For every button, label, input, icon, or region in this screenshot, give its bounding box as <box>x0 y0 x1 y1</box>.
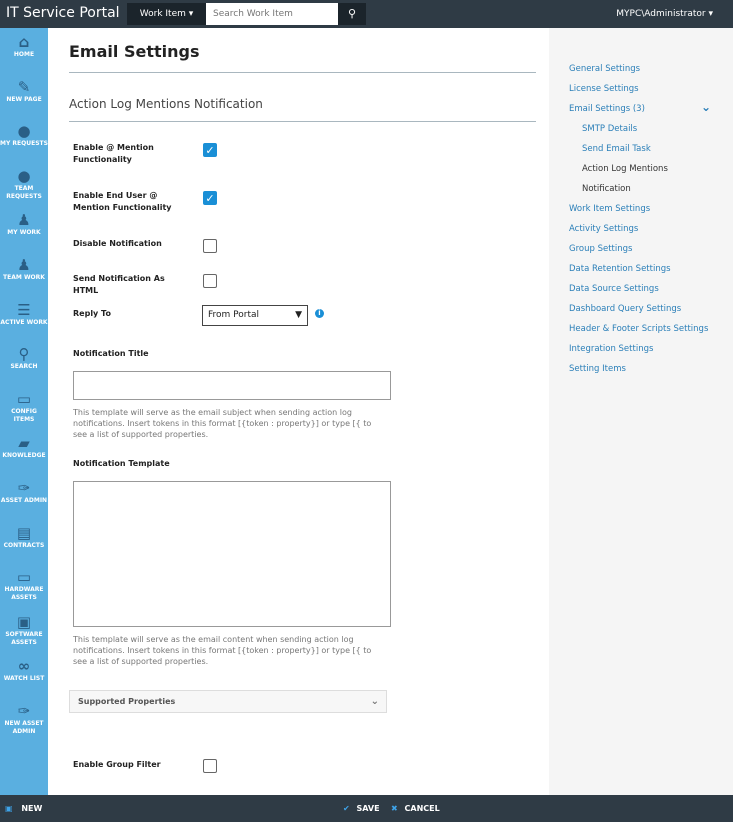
sidebar-item-new-page[interactable] <box>0 73 48 118</box>
work-item-dropdown[interactable]: Work Item ▾ <box>127 3 206 25</box>
sidebar-item-label: MY WORK <box>7 229 41 237</box>
settings-nav-item[interactable]: Setting Items <box>569 364 626 374</box>
divider <box>69 72 536 73</box>
reply-to-select[interactable] <box>202 305 308 326</box>
new-button[interactable] <box>5 804 42 813</box>
sidebar <box>0 28 48 795</box>
sidebar-item-label: HOME <box>13 51 35 58</box>
sidebar-item-contracts[interactable] <box>0 519 48 564</box>
sidebar-item-label: ACTIVE WORK <box>0 318 48 326</box>
reply-to-value: From Portal <box>208 310 260 320</box>
sidebar-item-software-assets[interactable] <box>0 608 48 653</box>
settings-nav-item[interactable]: Activity Settings <box>569 224 639 234</box>
sidebar-item-label: MY REQUESTS <box>0 140 48 148</box>
sidebar-item-my-requests[interactable] <box>0 117 48 162</box>
check-icon: ✔ <box>343 804 350 813</box>
disable-notification-label: Disable Notification <box>73 239 162 248</box>
settings-nav-item[interactable]: General Settings <box>569 64 641 74</box>
settings-nav-item[interactable]: SMTP Details <box>582 124 638 134</box>
main-content <box>48 28 549 795</box>
info-icon[interactable]: i <box>315 309 324 318</box>
settings-nav-item[interactable]: Dashboard Query Settings <box>569 304 682 314</box>
chevron-down-icon: ⌄ <box>370 696 379 707</box>
nav-icon: ● <box>17 122 31 141</box>
sidebar-item-label: KNOWLEDGE <box>2 452 46 460</box>
sidebar-item-label: CONTRACTS <box>3 541 45 549</box>
nav-icon: ▰ <box>18 434 30 453</box>
sidebar-item-watch-list[interactable] <box>0 652 48 697</box>
sidebar-item-new-asset-admin[interactable] <box>0 697 48 742</box>
nav-icon: ▣ <box>16 612 32 631</box>
sidebar-item-label: TEAM REQUESTS <box>6 184 42 200</box>
sidebar-item-label: HARDWARE ASSETS <box>4 586 44 602</box>
caret-down-icon: ▼ <box>295 310 302 320</box>
nav-icon: ✑ <box>17 478 31 497</box>
sidebar-item-my-work[interactable] <box>0 206 48 251</box>
search-icon: ⚲ <box>347 7 357 20</box>
supported-properties-accordion[interactable] <box>69 690 387 713</box>
sidebar-item-label: NEW ASSET ADMIN <box>4 719 44 735</box>
sidebar-item-search[interactable] <box>0 340 48 385</box>
enable-group-filter-label: Enable Group Filter <box>73 760 161 769</box>
notification-template-textarea[interactable] <box>73 481 391 627</box>
settings-nav-item[interactable]: Group Settings <box>569 244 633 254</box>
sidebar-item-active-work[interactable] <box>0 296 48 341</box>
disable-notification-checkbox[interactable] <box>203 239 217 253</box>
nav-icon: ⚲ <box>18 345 30 364</box>
search-input[interactable] <box>206 3 338 25</box>
sidebar-item-home[interactable] <box>0 28 48 73</box>
sidebar-item-label: TEAM WORK <box>3 273 45 281</box>
settings-nav-item[interactable]: Work Item Settings <box>569 204 651 214</box>
save-label: SAVE <box>356 804 380 813</box>
divider <box>69 121 536 122</box>
nav-icon: ▭ <box>16 389 32 408</box>
sidebar-item-asset-admin[interactable] <box>0 474 48 519</box>
user-menu[interactable]: MYPC\Administrator ▾ <box>616 9 713 19</box>
sidebar-item-label: NEW PAGE <box>6 95 42 103</box>
enable-end-user-label: Enable End User @ Mention Functionality <box>73 191 172 212</box>
settings-nav-item[interactable]: Header & Footer Scripts Settings <box>569 324 709 334</box>
top-bar <box>0 0 733 28</box>
reply-to-label: Reply To <box>73 309 111 318</box>
search-button[interactable] <box>338 3 366 25</box>
footer-bar <box>0 795 733 822</box>
accordion-label: Supported Properties <box>78 697 176 706</box>
nav-icon: ♟ <box>17 255 31 274</box>
notification-template-label: Notification Template <box>73 459 170 468</box>
settings-nav-item[interactable]: Integration Settings <box>569 344 654 354</box>
send-html-checkbox[interactable] <box>203 274 217 288</box>
notification-title-input[interactable] <box>73 371 391 400</box>
settings-nav-item[interactable]: License Settings <box>569 84 639 94</box>
send-html-label: Send Notification As HTML <box>73 274 165 295</box>
sidebar-item-label: WATCH LIST <box>3 675 45 683</box>
sidebar-item-team-requests[interactable] <box>0 162 48 207</box>
nav-icon: ● <box>17 166 31 185</box>
notification-title-help: This template will serve as the email subject when sending action log notifications. Insert tokens in this format [{token : property}] or type [{ to see a list of supported properties. <box>73 408 372 439</box>
nav-icon: ✑ <box>17 701 31 720</box>
sidebar-item-knowledge[interactable] <box>0 429 48 474</box>
sidebar-item-config-items[interactable] <box>0 385 48 430</box>
nav-icon: ▤ <box>16 523 32 542</box>
sidebar-item-label: SOFTWARE ASSETS <box>5 630 43 646</box>
chevron-down-icon[interactable]: ⌄ <box>701 100 712 114</box>
sidebar-item-hardware-assets[interactable] <box>0 563 48 608</box>
settings-nav-item[interactable]: Email Settings (3) <box>569 104 645 114</box>
cancel-label: CANCEL <box>404 804 440 813</box>
enable-group-filter-checkbox[interactable] <box>203 759 217 773</box>
sidebar-item-label: SEARCH <box>10 363 38 371</box>
nav-icon: ⌂ <box>18 33 30 51</box>
sidebar-item-label: CONFIG ITEMS <box>11 407 37 423</box>
enable-end-user-checkbox[interactable]: ✓ <box>203 191 217 205</box>
nav-icon: ∞ <box>17 657 31 676</box>
settings-nav-item[interactable]: Data Retention Settings <box>569 264 671 274</box>
app-title[interactable]: IT Service Portal <box>6 5 120 21</box>
sidebar-item-label: ASSET ADMIN <box>0 496 48 504</box>
sidebar-item-team-work[interactable] <box>0 251 48 296</box>
new-label: NEW <box>21 804 43 813</box>
notification-template-help: This template will serve as the email content when sending action log notifications. Insert tokens in this format [{token : property}] or type [{ to see a list of supported properties. <box>73 635 372 666</box>
notification-title-label: Notification Title <box>73 349 149 358</box>
page-title: Email Settings <box>69 42 200 61</box>
save-button[interactable] <box>343 804 380 813</box>
settings-nav-item[interactable]: Action Log Mentions <box>582 164 668 174</box>
section-title: Action Log Mentions Notification <box>69 97 263 111</box>
nav-icon: ☰ <box>17 300 31 319</box>
settings-nav-item[interactable]: Data Source Settings <box>569 284 659 294</box>
plus-icon: ▣ <box>5 804 13 813</box>
enable-mention-label: Enable @ Mention Functionality <box>73 143 154 164</box>
cancel-button[interactable] <box>391 804 440 813</box>
settings-nav-item[interactable]: Notification <box>582 184 631 194</box>
settings-nav <box>549 28 733 795</box>
nav-icon: ✎ <box>17 77 31 96</box>
nav-icon: ▭ <box>16 568 32 587</box>
close-icon: ✖ <box>391 804 398 813</box>
nav-icon: ♟ <box>17 211 31 230</box>
settings-nav-item[interactable]: Send Email Task <box>582 144 651 154</box>
enable-mention-checkbox[interactable]: ✓ <box>203 143 217 157</box>
